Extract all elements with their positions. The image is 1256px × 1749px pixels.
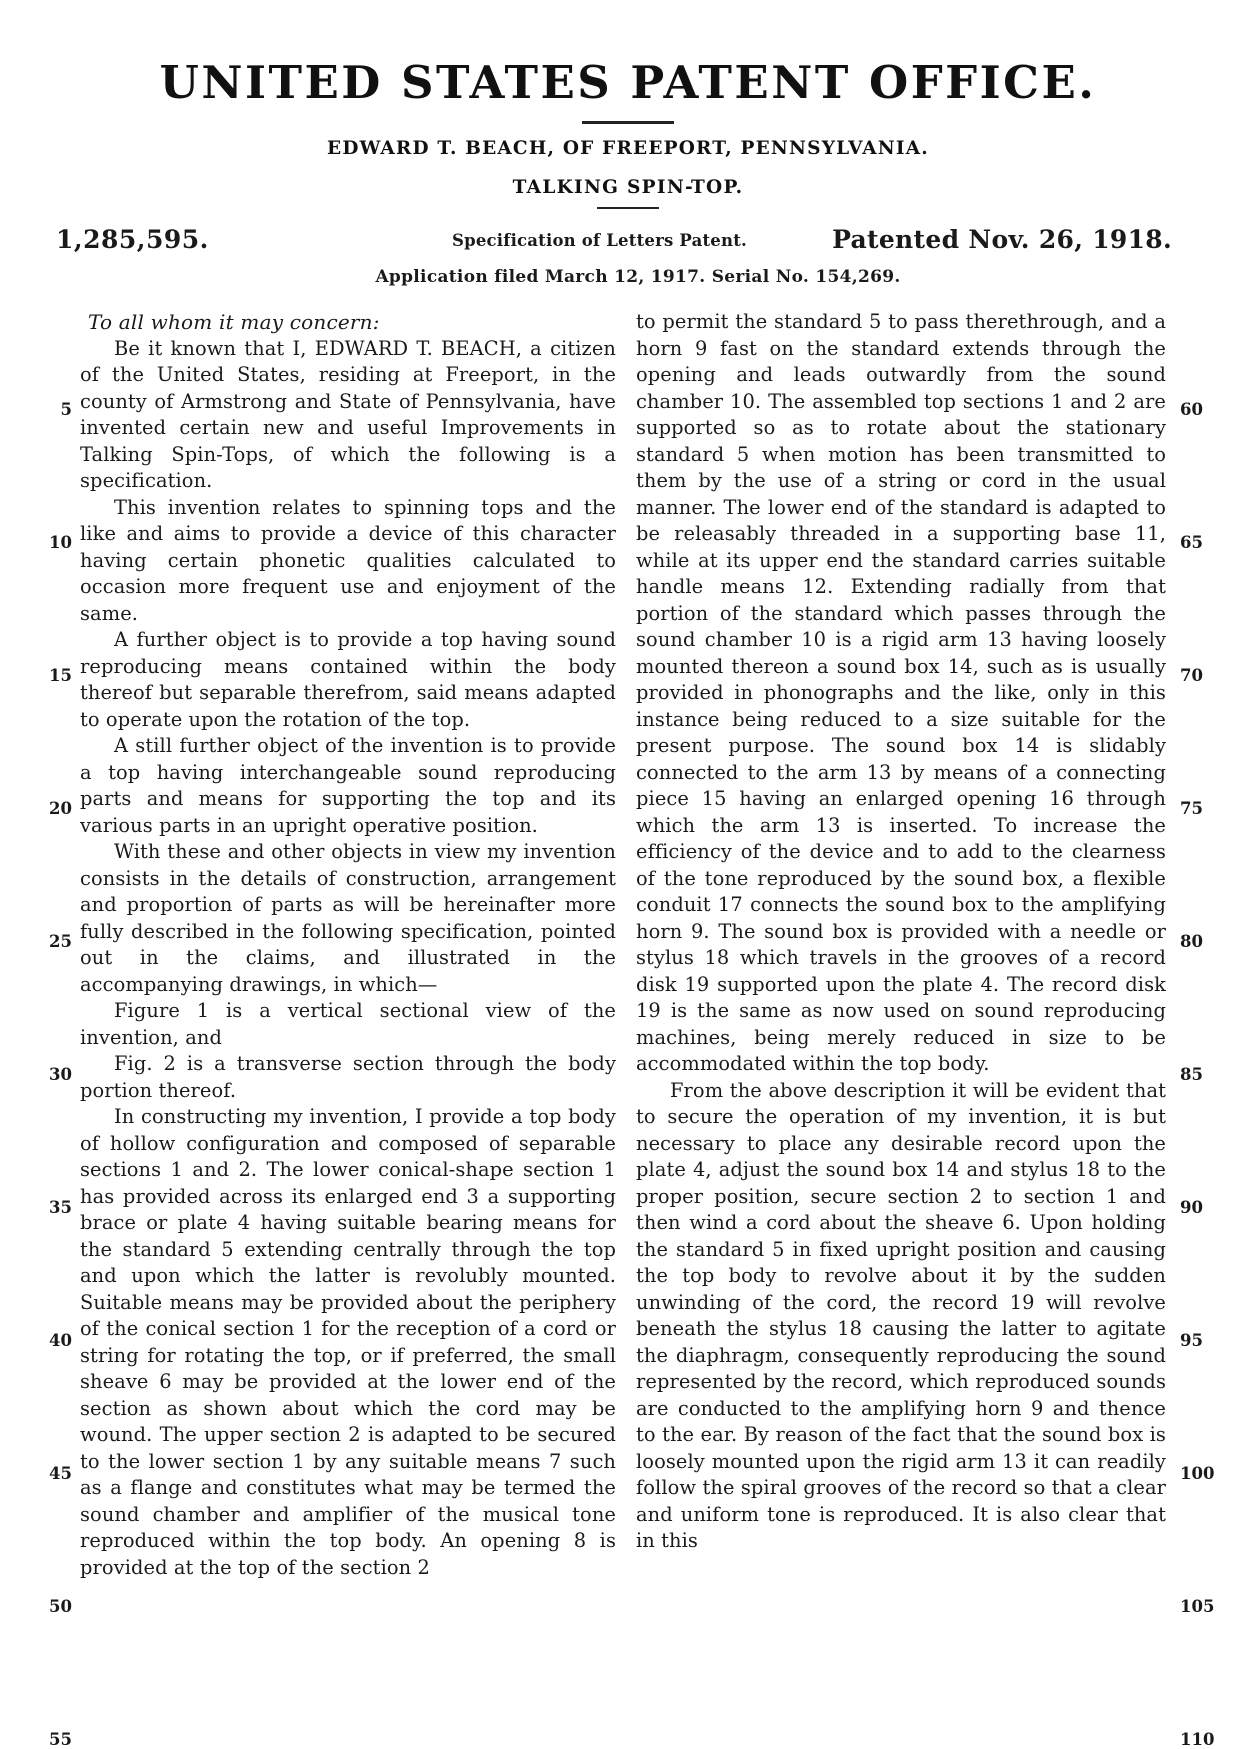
paragraph: A further object is to provide a top having sound reproducing means contained within the body thereof but separable therefrom, said means adapted to operate upon the rotation of the top.	[80, 628, 616, 731]
line-number: 15	[49, 666, 72, 685]
line-number: 70	[1180, 666, 1203, 685]
line-number: 80	[1180, 932, 1203, 951]
paragraph: Figure 1 is a vertical sectional view of the invention, and	[80, 999, 616, 1049]
paragraph: Be it known that I, EDWARD T. BEACH, a citizen of the United States, residing at Freeport, in the county of Armstrong and State of Pennsylvania, have invented certain new and useful Improvements in Talking Spin-Tops, of which the following is a specification.	[80, 336, 616, 492]
paragraph: With these and other objects in view my invention consists in the details of construction, arrangement and proportion of parts as will be hereinafter more fully described in the following specification, pointed out in the claims, and illustrated in the accompanying drawings, in which—	[80, 840, 616, 996]
title-divider	[582, 121, 674, 124]
right-column	[636, 309, 1215, 1749]
page-title: UNITED STATES PATENT OFFICE.	[159, 56, 1097, 109]
line-number: 85	[1180, 1065, 1203, 1084]
salutation: To all whom it may concern:	[88, 310, 380, 334]
paragraph: From the above description it will be evident that to secure the operation of my invention, it is but necessary to place any desirable record upon the plate 4, adjust the sound box 14 and stylus 18 to the proper position, secure section 2 to section 1 and then wind a cord about the sheave 6. Upon holding the standard 5 in fixed upright position and causing the top body to revolve about it by the sudden unwinding of the cord, the record 19 will revolve beneath the stylus 18 causing the latter to agitate the diaphragm, consequently reproducing the sound represented by the record, which reproduced sounds are conducted to the amplifying horn 9 and thence to the ear. By reason of the fact that the sound box is loosely mounted upon the rigid arm 13 it can readily follow the spiral grooves of the record so that a clear and uniform tone is reproduced. It is also clear that in this	[636, 1078, 1166, 1552]
line-number: 55	[49, 1730, 72, 1749]
paragraph: to permit the standard 5 to pass therethrough, and a horn 9 fast on the standard extends through the opening and leads outwardly from the sound chamber 10. The assembled top sections 1 and 2 are supported so as to rotate about the stationary standard 5 when motion has been transmitted to them by the use of a string or cord in the usual manner. The lower end of the standard is adapted to be releasably threaded in a supporting base 11, while at its upper end the standard carries suitable handle means 12. Extending radially from that portion of the standard which passes through the sound chamber 10 is a rigid arm 13 having loosely mounted thereon a sound box 14, such as is usually provided in phonographs and the like, only in this instance being reduced to a size suitable for the present purpose. The sound box 14 is slidably connected to the arm 13 by means of a connecting piece 15 having an enlarged opening 16 through which the arm 13 is inserted. To increase the efficiency of the device and to add to the clearness of the tone reproduced by the sound box, a flexible conduit 17 connects the sound box to the amplifying horn 9. The sound box is provided with a needle or stylus 18 which travels in the grooves of a record disk 19 supported upon the plate 4. The record disk 19 is the same as now used on sound reproducing machines, being merely reduced in size to be accommodated within the top body.	[636, 310, 1166, 1075]
inventor-line: EDWARD T. BEACH, OF FREEPORT, PENNSYLVANIA.	[327, 138, 929, 159]
line-number: 30	[49, 1065, 72, 1084]
left-column-text	[38, 309, 616, 1581]
line-number: 45	[49, 1464, 72, 1483]
two-column-body	[0, 309, 1256, 1749]
paragraph: A still further object of the invention is to provide a top having interchangeable sound reproducing parts and means for supporting the top and its various parts in an upright operative position.	[80, 734, 616, 837]
line-number: 10	[49, 533, 72, 552]
line-number: 105	[1180, 1597, 1215, 1616]
line-number: 110	[1180, 1730, 1215, 1749]
line-number: 40	[49, 1331, 72, 1350]
left-column	[38, 309, 616, 1749]
line-number: 95	[1180, 1331, 1203, 1350]
line-number: 60	[1180, 400, 1203, 419]
line-number: 50	[49, 1597, 72, 1616]
line-number: 90	[1180, 1198, 1203, 1217]
line-number: 35	[49, 1198, 72, 1217]
invention-title: TALKING SPIN-TOP.	[512, 177, 744, 198]
line-number: 75	[1180, 799, 1203, 818]
right-column-text	[636, 309, 1214, 1555]
subtitle-divider	[597, 207, 659, 209]
specification-label: Specification of Letters Patent.	[452, 231, 747, 250]
line-number: 5	[60, 400, 72, 419]
paragraph: In constructing my invention, I provide a top body of hollow configuration and composed of separable sections 1 and 2. The lower conical-shape section 1 has provided across its enlarged end 3 a supporting brace or plate 4 having suitable bearing means for the standard 5 extending centrally through the top and upon which the latter is revolubly mounted. Suitable means may be provided about the periphery of the conical section 1 for the reception of a cord or string for rotating the top, or if preferred, the small sheave 6 may be provided at the lower end of the section as shown about which the cord may be wound. The upper section 2 is adapted to be secured to the lower section 1 by any suitable means 7 such as a flange and constitutes what may be termed the sound chamber and amplifier of the musical tone reproduced within the top body. An opening 8 is provided at the top of the section 2	[80, 1105, 616, 1579]
patent-meta-row	[0, 225, 1256, 259]
paragraph: Fig. 2 is a transverse section through the body portion thereof.	[80, 1052, 616, 1102]
line-number: 65	[1180, 533, 1203, 552]
patented-date: Patented Nov. 26, 1918.	[832, 225, 1172, 254]
line-number: 20	[49, 799, 72, 818]
patent-number: 1,285,595.	[56, 225, 209, 254]
line-number: 25	[49, 932, 72, 951]
line-number: 100	[1180, 1464, 1215, 1483]
paragraph: This invention relates to spinning tops and the like and aims to provide a device of this character having certain phonetic qualities calculated to occasion more frequent use and enjoyment of the same.	[80, 495, 616, 625]
patent-page	[0, 56, 1256, 1749]
application-line: Application filed March 12, 1917. Serial No. 154,269.	[375, 267, 901, 287]
